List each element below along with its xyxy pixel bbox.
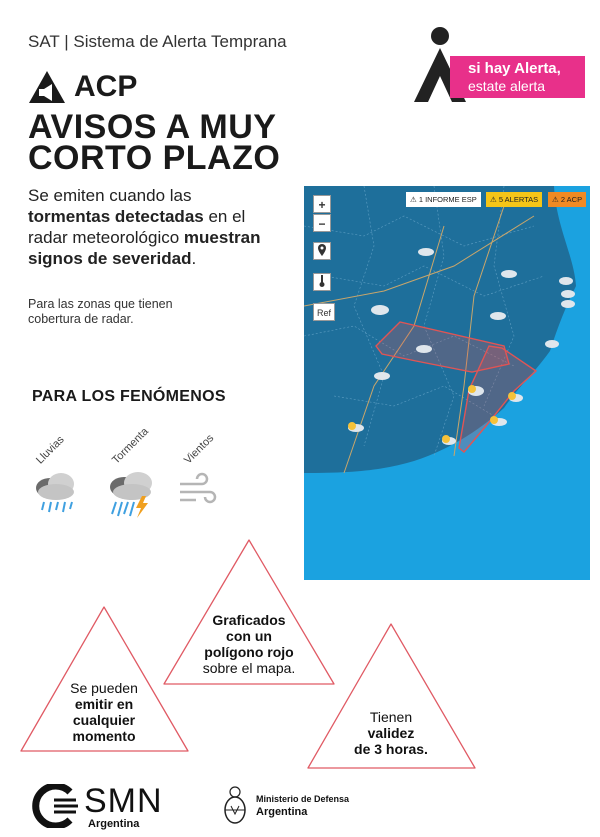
info-validity-1: Tienen: [369, 709, 413, 725]
desc-part-4: muestran signos de severidad: [28, 228, 261, 268]
phenomenon-label: Vientos: [182, 432, 217, 467]
temperature-button[interactable]: [313, 273, 331, 291]
info-emit: [44, 680, 164, 744]
warning-icon: ⚠: [410, 195, 419, 204]
acp-heading: [28, 70, 137, 104]
desc-part-3: en el radar meteorológico: [28, 207, 246, 247]
header-title: SAT | Sistema de Alerta Temprana: [28, 32, 287, 51]
badge-label: 2 ACP: [560, 195, 583, 204]
ministry-country: Argentina: [256, 806, 308, 818]
description-note: Para las zonas que tienen cobertura de radar.: [28, 297, 173, 326]
smn-swirl-icon: [32, 784, 80, 828]
acp-code: ACP: [74, 70, 138, 103]
desc-part-2: tormentas detectadas: [28, 207, 204, 226]
badge-acp[interactable]: [548, 192, 586, 207]
brand-line-2: estate alerta: [468, 78, 546, 94]
zoom-in-button[interactable]: +: [313, 195, 331, 213]
storm-cloud-icon: [106, 472, 158, 518]
page-title: [28, 108, 281, 177]
phenomenon-label: Lluvias: [34, 433, 67, 467]
desc-part-1: Se emiten cuando las: [28, 186, 192, 205]
info-emit-2: emitir en: [74, 696, 134, 712]
info-polygon-2: con un: [226, 628, 272, 644]
info-emit-4: momento: [72, 728, 136, 744]
ref-button[interactable]: Ref: [313, 303, 335, 321]
phenomenon-wind: [178, 420, 238, 530]
description: [28, 185, 278, 269]
phenomena-title: PARA LOS FENÓMENOS: [32, 388, 226, 405]
location-button[interactable]: [313, 242, 331, 260]
warning-icon: ⚠: [490, 195, 499, 204]
badge-informe[interactable]: [406, 192, 481, 207]
smn-country: Argentina: [88, 818, 140, 830]
info-emit-1: Se pueden: [70, 680, 138, 696]
smn-wordmark: SMN: [84, 782, 163, 820]
info-polygon-3: polígono rojo: [204, 644, 294, 660]
alert-brand-logo: [410, 26, 585, 104]
badge-label: 5 ALERTAS: [498, 195, 539, 204]
map-land: [304, 186, 590, 580]
badge-alertas[interactable]: [486, 192, 542, 207]
info-polygon: [184, 612, 314, 676]
ministry-name: Ministerio de Defensa: [256, 794, 350, 804]
phenomenon-rain: [30, 420, 90, 530]
warning-megaphone-icon: [28, 70, 66, 104]
info-validity: [331, 709, 451, 757]
desc-part-5: .: [191, 249, 197, 268]
wind-icon: [178, 472, 218, 512]
location-pin-icon: [317, 244, 327, 256]
radar-map[interactable]: [304, 186, 590, 580]
thermometer-icon: [318, 275, 326, 287]
title-line-2: CORTO PLAZO: [28, 139, 281, 177]
info-validity-2: validez: [367, 725, 415, 741]
rain-cloud-icon: [30, 472, 80, 514]
coat-of-arms-icon: [222, 786, 248, 828]
info-polygon-1: Graficados: [212, 612, 286, 628]
phenomenon-storm: [106, 420, 166, 530]
brand-line-1: si hay Alerta,: [468, 60, 561, 77]
info-validity-3: de 3 horas.: [354, 741, 428, 757]
zoom-out-button[interactable]: −: [313, 214, 331, 232]
warning-icon: ⚠: [552, 195, 561, 204]
title-line-1: AVISOS A MUY: [28, 108, 277, 146]
badge-label: 1 INFORME ESP: [418, 195, 477, 204]
phenomenon-label: Tormenta: [110, 425, 151, 467]
info-emit-3: cualquier: [72, 712, 136, 728]
info-polygon-4: sobre el mapa.: [202, 660, 296, 676]
